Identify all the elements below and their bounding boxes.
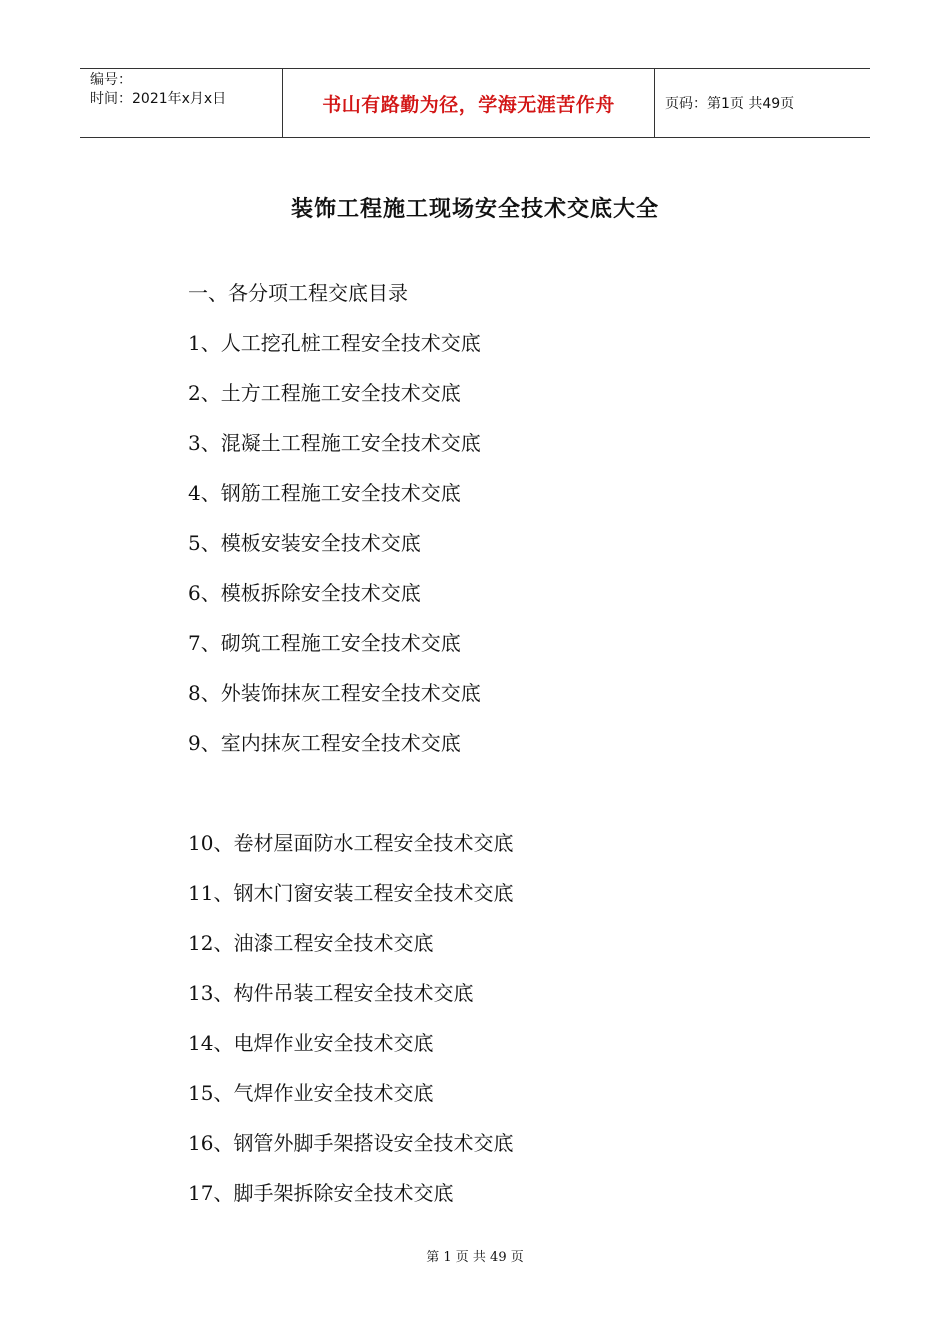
table-of-contents [188, 268, 808, 1218]
document-number-label: 编号： [90, 72, 132, 88]
header-page-info: 页码：第1页 共49页 [665, 96, 795, 112]
toc-item: 15、气焊作业安全技术交底 [188, 1081, 434, 1105]
toc-spacer [188, 768, 808, 818]
toc-item: 2、土方工程施工安全技术交底 [188, 381, 461, 405]
toc-item: 4、钢筋工程施工安全技术交底 [188, 481, 461, 505]
document-date: 时间：2021年x月x日 [90, 91, 227, 107]
toc-item: 7、砌筑工程施工安全技术交底 [188, 631, 461, 655]
page-footer: 第 1 页 共 49 页 [426, 1250, 524, 1265]
toc-item: 9、室内抹灰工程安全技术交底 [188, 731, 461, 755]
toc-item: 8、外装饰抹灰工程安全技术交底 [188, 681, 481, 705]
header-motto-cell [282, 69, 655, 137]
toc-item: 13、构件吊装工程安全技术交底 [188, 981, 474, 1005]
toc-item: 17、脚手架拆除安全技术交底 [188, 1181, 454, 1205]
document-header [80, 68, 870, 138]
header-motto: 书山有路勤为径，学海无涯苦作舟 [322, 93, 615, 116]
toc-item: 12、油漆工程安全技术交底 [188, 931, 434, 955]
toc-item: 3、混凝土工程施工安全技术交底 [188, 431, 481, 455]
page-title: 装饰工程施工现场安全技术交底大全 [290, 197, 659, 222]
toc-heading: 一、各分项工程交底目录 [188, 281, 408, 305]
toc-list-part1 [188, 318, 808, 768]
toc-item: 5、模板安装安全技术交底 [188, 531, 421, 555]
toc-item: 14、电焊作业安全技术交底 [188, 1031, 434, 1055]
toc-item: 11、钢木门窗安装工程安全技术交底 [188, 881, 514, 905]
toc-item: 10、卷材屋面防水工程安全技术交底 [188, 831, 514, 855]
toc-item: 16、钢管外脚手架搭设安全技术交底 [188, 1131, 514, 1155]
header-meta [80, 69, 282, 137]
toc-item: 6、模板拆除安全技术交底 [188, 581, 421, 605]
toc-item: 1、人工挖孔桩工程安全技术交底 [188, 331, 481, 355]
toc-list-part2 [188, 818, 808, 1218]
